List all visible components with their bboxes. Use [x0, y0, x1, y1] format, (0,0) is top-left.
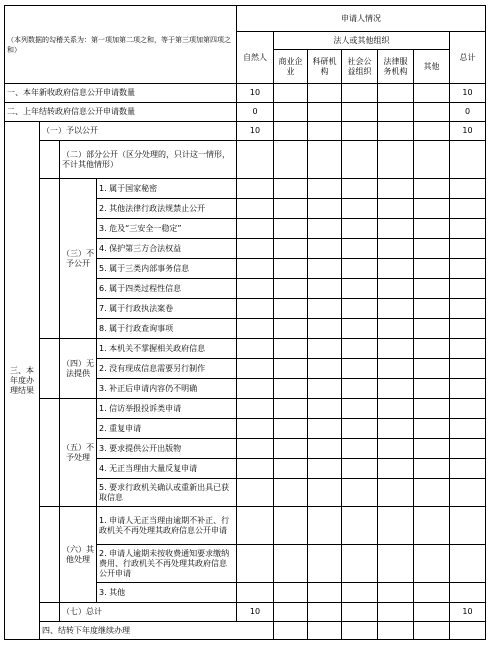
empty-cell — [308, 439, 342, 459]
empty-cell — [414, 603, 450, 622]
empty-cell — [274, 279, 308, 299]
empty-cell — [274, 259, 308, 279]
empty-cell — [342, 179, 378, 199]
empty-cell — [237, 339, 274, 359]
empty-cell — [308, 103, 342, 122]
empty-cell — [274, 319, 308, 339]
cell-total: 10 — [450, 122, 486, 141]
empty-cell — [378, 459, 414, 479]
empty-cell — [342, 419, 378, 439]
header-legal-org: 法人或其他组织 — [274, 32, 450, 50]
cell-natural: 0 — [237, 103, 274, 122]
empty-cell — [342, 279, 378, 299]
empty-cell — [342, 583, 378, 603]
empty-cell — [237, 459, 274, 479]
empty-cell — [378, 439, 414, 459]
list-item — [5, 339, 486, 359]
cell-natural: 10 — [237, 603, 274, 622]
empty-cell — [237, 479, 274, 507]
empty-cell — [237, 259, 274, 279]
empty-cell — [450, 279, 486, 299]
row-label: （七）总计 — [60, 603, 237, 622]
list-item — [5, 179, 486, 199]
item-label: 2. 申请人逾期未按收费通知要求缴纳费用、行政机关不再处理其政府信息公开申请 — [97, 545, 237, 583]
empty-cell — [274, 583, 308, 603]
group-label-other-proc: （六）其他处理 — [60, 507, 97, 603]
statistics-table — [4, 5, 486, 640]
item-label: 3. 要求提供公开出版物 — [97, 439, 237, 459]
empty-cell — [378, 479, 414, 507]
cell-total: 10 — [450, 84, 486, 103]
empty-cell — [450, 239, 486, 259]
empty-cell — [342, 122, 378, 141]
empty-cell — [237, 399, 274, 419]
empty-cell — [378, 84, 414, 103]
empty-cell — [237, 379, 274, 399]
empty-cell — [308, 419, 342, 439]
empty-cell — [274, 84, 308, 103]
empty-cell — [237, 545, 274, 583]
empty-cell — [414, 259, 450, 279]
item-label: 4. 无正当理由大量反复申请 — [97, 459, 237, 479]
empty-cell — [450, 419, 486, 439]
empty-cell — [274, 239, 308, 259]
empty-cell — [342, 319, 378, 339]
empty-cell — [378, 419, 414, 439]
empty-cell — [342, 359, 378, 379]
empty-cell — [414, 622, 450, 640]
cell-natural: 10 — [237, 84, 274, 103]
item-label: 1. 本机关不掌握相关政府信息 — [97, 339, 237, 359]
empty-cell — [342, 84, 378, 103]
empty-cell — [450, 359, 486, 379]
empty-cell — [450, 199, 486, 219]
empty-cell — [450, 399, 486, 419]
empty-cell — [414, 583, 450, 603]
row-subtotal — [5, 603, 486, 622]
empty-cell — [450, 583, 486, 603]
empty-cell — [308, 319, 342, 339]
empty-cell — [40, 141, 60, 179]
item-label: 5. 属于三类内部事务信息 — [97, 259, 237, 279]
empty-cell — [342, 622, 378, 640]
empty-cell — [378, 259, 414, 279]
empty-cell — [308, 299, 342, 319]
empty-cell — [274, 103, 308, 122]
empty-cell — [414, 419, 450, 439]
item-label: 7. 属于行政执法案卷 — [97, 299, 237, 319]
empty-cell — [378, 239, 414, 259]
empty-cell — [274, 479, 308, 507]
empty-cell — [378, 339, 414, 359]
empty-cell — [308, 622, 342, 640]
row-label: （一）予以公开 — [40, 122, 237, 141]
empty-cell — [274, 459, 308, 479]
empty-cell — [450, 259, 486, 279]
empty-cell — [450, 545, 486, 583]
empty-cell — [378, 379, 414, 399]
empty-cell — [342, 259, 378, 279]
empty-cell — [450, 319, 486, 339]
empty-cell — [308, 122, 342, 141]
empty-cell — [274, 141, 308, 179]
empty-cell — [342, 459, 378, 479]
item-label: 1. 属于国家秘密 — [97, 179, 237, 199]
list-item — [5, 399, 486, 419]
empty-cell — [450, 507, 486, 545]
empty-cell — [414, 339, 450, 359]
empty-cell — [378, 179, 414, 199]
item-label: 2. 没有现成信息需要另行制作 — [97, 359, 237, 379]
item-label: 2. 重复申请 — [97, 419, 237, 439]
empty-cell — [378, 219, 414, 239]
empty-cell — [414, 179, 450, 199]
cell-natural: 10 — [237, 122, 274, 141]
empty-cell — [237, 419, 274, 439]
empty-cell — [40, 339, 60, 399]
header-natural-person: 自然人 — [237, 32, 274, 84]
empty-cell — [308, 141, 342, 179]
empty-cell — [342, 339, 378, 359]
empty-cell — [237, 439, 274, 459]
empty-cell — [450, 339, 486, 359]
empty-cell — [274, 122, 308, 141]
empty-cell — [450, 622, 486, 640]
empty-cell — [378, 359, 414, 379]
header-legal-service: 法律服务机构 — [378, 50, 414, 84]
row-label: （二）部分公开（区分处理的，只计这一情形，不计其他情形） — [60, 141, 237, 179]
empty-cell — [274, 419, 308, 439]
empty-cell — [378, 583, 414, 603]
empty-cell — [308, 379, 342, 399]
empty-cell — [274, 622, 308, 640]
header-commercial: 商业企业 — [274, 50, 308, 84]
empty-cell — [378, 279, 414, 299]
row-disclose — [5, 122, 486, 141]
row-partial — [5, 141, 486, 179]
empty-cell — [274, 219, 308, 239]
empty-cell — [274, 179, 308, 199]
empty-cell — [378, 507, 414, 545]
item-label: 3. 其他 — [97, 583, 237, 603]
cell-total: 10 — [450, 603, 486, 622]
header-other: 其他 — [414, 50, 450, 84]
empty-cell — [342, 219, 378, 239]
empty-cell — [378, 103, 414, 122]
empty-cell — [308, 603, 342, 622]
header-research: 科研机构 — [308, 50, 342, 84]
item-label: 3. 危及“三安全一稳定” — [97, 219, 237, 239]
empty-cell — [274, 545, 308, 583]
row-label: 一、本年新收政府信息公开申请数量 — [5, 84, 237, 103]
empty-cell — [342, 199, 378, 219]
empty-cell — [378, 199, 414, 219]
empty-cell — [237, 179, 274, 199]
empty-cell — [342, 239, 378, 259]
empty-cell — [342, 439, 378, 459]
empty-cell — [308, 259, 342, 279]
empty-cell — [40, 507, 60, 603]
empty-cell — [308, 359, 342, 379]
empty-cell — [414, 399, 450, 419]
group-label-refuse: （三）不予公开 — [60, 179, 97, 339]
empty-cell — [237, 299, 274, 319]
item-label: 6. 属于四类过程性信息 — [97, 279, 237, 299]
empty-cell — [378, 141, 414, 179]
empty-cell — [274, 339, 308, 359]
item-label: 4. 保护第三方合法权益 — [97, 239, 237, 259]
empty-cell — [237, 199, 274, 219]
empty-cell — [342, 299, 378, 319]
header-note: （本列数据的勾稽关系为：第一项加第二项之和，等于第三项加第四项之和） — [5, 6, 237, 84]
item-label: 3. 补正后申请内容仍不明确 — [97, 379, 237, 399]
empty-cell — [342, 103, 378, 122]
empty-cell — [414, 219, 450, 239]
group-label-unable: （四）无法提供 — [60, 339, 97, 399]
empty-cell — [308, 459, 342, 479]
empty-cell — [342, 545, 378, 583]
empty-cell — [414, 507, 450, 545]
empty-cell — [414, 84, 450, 103]
item-label: 1. 申请人无正当理由逾期不补正、行政机关不再处理其政府信息公开申请 — [97, 507, 237, 545]
empty-cell — [450, 479, 486, 507]
empty-cell — [237, 359, 274, 379]
empty-cell — [308, 339, 342, 359]
header-total: 总计 — [450, 32, 486, 84]
empty-cell — [378, 399, 414, 419]
empty-cell — [274, 359, 308, 379]
header-social: 社会公益组织 — [342, 50, 378, 84]
row-new-apps — [5, 84, 486, 103]
empty-cell — [237, 279, 274, 299]
empty-cell — [274, 507, 308, 545]
empty-cell — [378, 122, 414, 141]
row-label: 四、结转下年度继续办理 — [40, 622, 274, 640]
empty-cell — [274, 199, 308, 219]
empty-cell — [342, 379, 378, 399]
empty-cell — [40, 603, 60, 622]
empty-cell — [342, 507, 378, 545]
empty-cell — [450, 299, 486, 319]
empty-cell — [414, 279, 450, 299]
empty-cell — [237, 583, 274, 603]
item-label: 8. 属于行政查询事项 — [97, 319, 237, 339]
empty-cell — [342, 603, 378, 622]
empty-cell — [237, 239, 274, 259]
empty-cell — [414, 239, 450, 259]
empty-cell — [40, 179, 60, 339]
empty-cell — [342, 141, 378, 179]
empty-cell — [414, 103, 450, 122]
empty-cell — [308, 219, 342, 239]
empty-cell — [378, 545, 414, 583]
empty-cell — [308, 507, 342, 545]
empty-cell — [274, 299, 308, 319]
group-label-not-processed: （五）不予处理 — [60, 399, 97, 507]
empty-cell — [274, 399, 308, 419]
empty-cell — [414, 545, 450, 583]
empty-cell — [414, 479, 450, 507]
empty-cell — [378, 299, 414, 319]
empty-cell — [414, 379, 450, 399]
empty-cell — [450, 141, 486, 179]
empty-cell — [237, 219, 274, 239]
empty-cell — [274, 379, 308, 399]
empty-cell — [450, 179, 486, 199]
item-label: 2. 其他法律行政法规禁止公开 — [97, 199, 237, 219]
empty-cell — [274, 603, 308, 622]
empty-cell — [308, 479, 342, 507]
empty-cell — [308, 279, 342, 299]
empty-cell — [414, 319, 450, 339]
empty-cell — [237, 507, 274, 545]
empty-cell — [414, 141, 450, 179]
empty-cell — [237, 319, 274, 339]
empty-cell — [342, 479, 378, 507]
empty-cell — [378, 319, 414, 339]
empty-cell — [274, 439, 308, 459]
empty-cell — [378, 622, 414, 640]
empty-cell — [308, 399, 342, 419]
empty-cell — [414, 439, 450, 459]
empty-cell — [414, 199, 450, 219]
list-item — [5, 507, 486, 545]
item-label: 1. 信访举报投诉类申请 — [97, 399, 237, 419]
item-label: 5. 要求行政机关确认或重新出具已获取信息 — [97, 479, 237, 507]
empty-cell — [414, 359, 450, 379]
empty-cell — [308, 545, 342, 583]
empty-cell — [450, 379, 486, 399]
empty-cell — [308, 583, 342, 603]
empty-cell — [450, 219, 486, 239]
empty-cell — [450, 439, 486, 459]
empty-cell — [414, 459, 450, 479]
empty-cell — [40, 399, 60, 507]
empty-cell — [308, 179, 342, 199]
row-carry-next — [5, 622, 486, 640]
empty-cell — [450, 459, 486, 479]
empty-cell — [414, 299, 450, 319]
row-carried — [5, 103, 486, 122]
empty-cell — [342, 399, 378, 419]
cell-total: 0 — [450, 103, 486, 122]
empty-cell — [237, 141, 274, 179]
header-applicant: 申请人情况 — [237, 6, 486, 32]
empty-cell — [308, 199, 342, 219]
empty-cell — [414, 122, 450, 141]
row-label: 二、上年结转政府信息公开申请数量 — [5, 103, 237, 122]
result-section-label: 三、本年度办理结果 — [5, 122, 40, 640]
empty-cell — [308, 239, 342, 259]
empty-cell — [378, 603, 414, 622]
empty-cell — [308, 84, 342, 103]
